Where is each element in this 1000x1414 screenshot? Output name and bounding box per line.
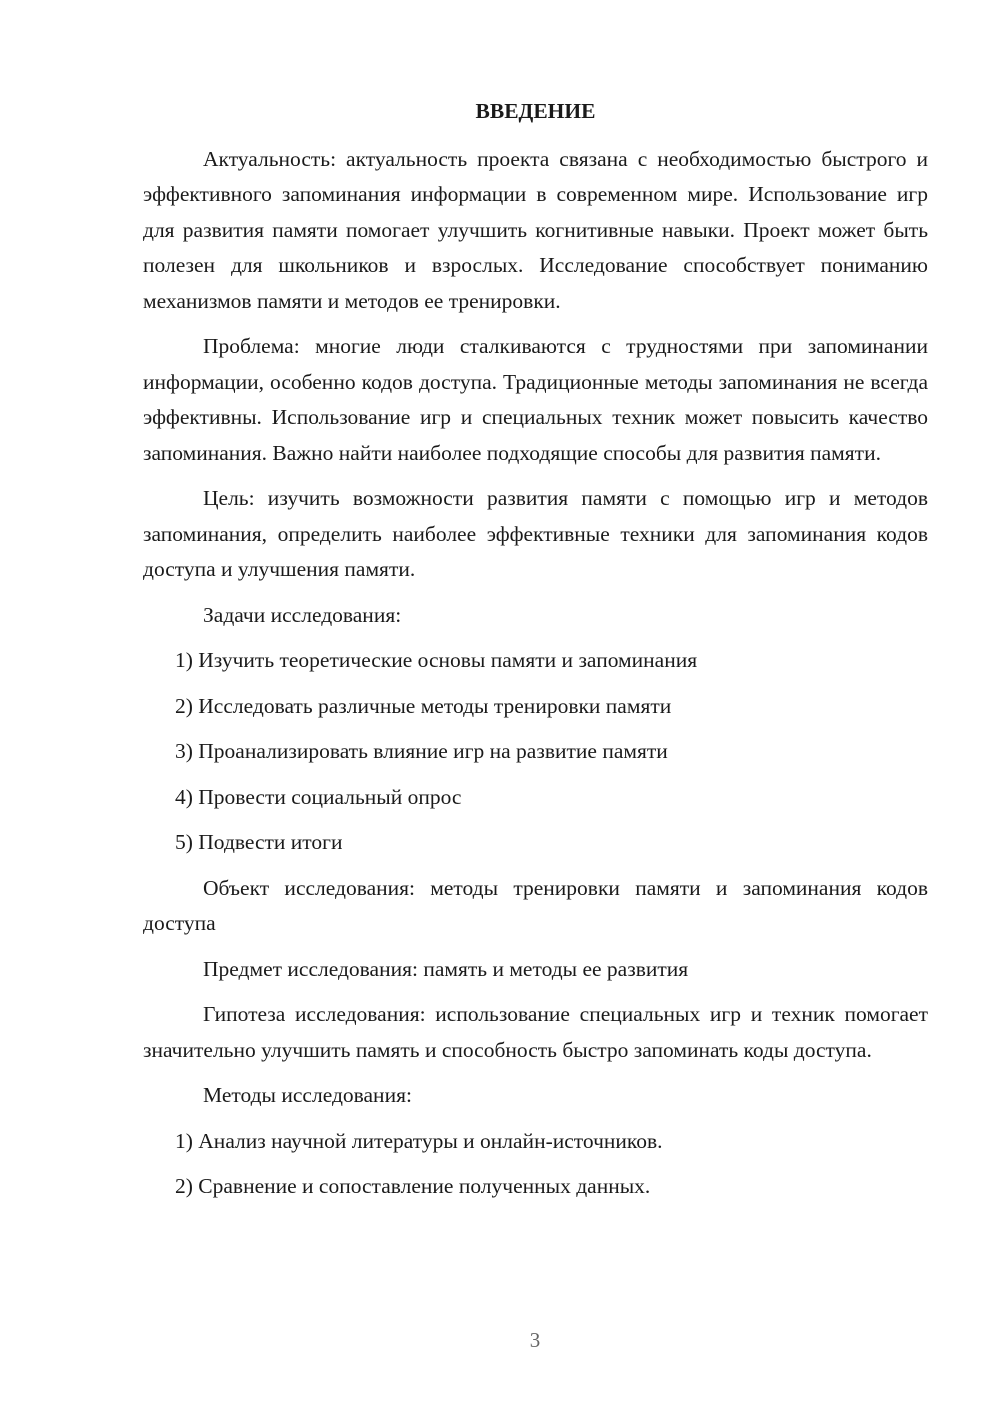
tasks-list bbox=[143, 643, 928, 861]
page-title: ВВЕДЕНИЕ bbox=[475, 99, 596, 123]
list-item: 1) Изучить теоретические основы памяти и запоминания bbox=[175, 648, 698, 672]
tasks-label: Задачи исследования: bbox=[203, 602, 402, 627]
methods-label: Методы исследования: bbox=[203, 1083, 412, 1107]
page-number: 3 bbox=[529, 1328, 541, 1352]
subject-paragraph: Предмет исследования: память и методы ее развития bbox=[203, 956, 689, 981]
relevance-paragraph: Актуальность: актуальность проекта связана с необходимостью быстрого и эффективного запоминания информации в современном мире. Использование игр для развития памяти помогает улучшить когнитивные навыки. Проект может быть полезен для школьников и взрослых. Исследование способствует пониманию механизмов памяти и методов ее тренировки. bbox=[143, 146, 928, 313]
page-content bbox=[143, 94, 928, 1215]
methods-list bbox=[143, 1124, 928, 1205]
list-item: 1) Анализ научной литературы и онлайн-источников. bbox=[175, 1128, 663, 1153]
list-item: 3) Проанализировать влияние игр на развитие памяти bbox=[175, 739, 668, 763]
problem-paragraph: Проблема: многие люди сталкиваются с трудностями при запоминании информации, особенно кодов доступа. Традиционные методы запоминания не всегда эффективны. Использование игр и специальных техник может повысить качество запоминания. Важно найти наиболее подходящие способы для развития памяти. bbox=[143, 334, 928, 465]
list-item: 4) Провести социальный опрос bbox=[175, 784, 462, 809]
list-item: 2) Сравнение и сопоставление полученных данных. bbox=[175, 1174, 651, 1198]
hypothesis-paragraph: Гипотеза исследования: использование специальных игр и техник помогает значительно улучшить память и способность быстро запоминать коды доступа. bbox=[143, 1002, 928, 1062]
list-item: 2) Исследовать различные методы тренировки памяти bbox=[175, 693, 672, 718]
object-paragraph: Объект исследования: методы тренировки памяти и запоминания кодов доступа bbox=[143, 875, 928, 935]
goal-paragraph: Цель: изучить возможности развития памяти с помощью игр и методов запоминания, определить наиболее эффективные техники для запоминания кодов доступа и улучшения памяти. bbox=[143, 486, 928, 581]
list-item: 5) Подвести итоги bbox=[175, 830, 343, 854]
